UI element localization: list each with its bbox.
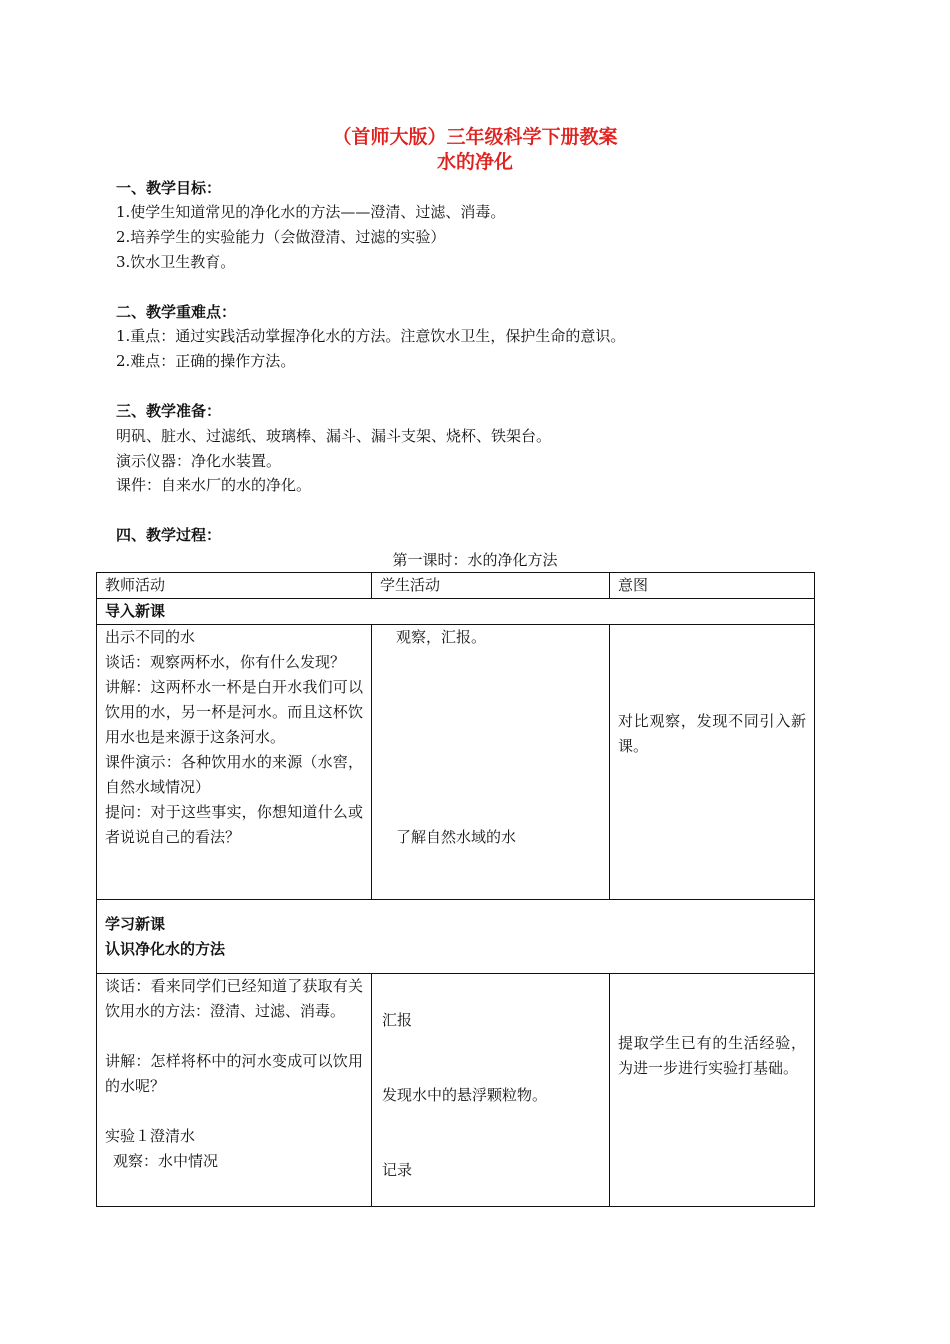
intro-student-cell (372, 625, 610, 900)
intro-teacher-cell (97, 625, 372, 900)
keypoint-item: 1.重点：通过实践活动掌握净化水的方法。注意饮水卫生，保护生命的意识。 (116, 327, 626, 345)
table-header-row (97, 573, 815, 599)
teacher-text: 实验１澄清水 (105, 1127, 196, 1145)
objective-item: 1.使学生知道常见的净化水的方法——澄清、过滤、消毒。 (116, 203, 506, 221)
header-student: 学生活动 (372, 573, 610, 599)
intro-heading: 导入新课 (97, 599, 815, 625)
student-text: 发现水中的悬浮颗粒物。 (382, 1086, 548, 1104)
learn-heading-cell (97, 900, 815, 974)
learn-subheading: 认识净化水的方法 (105, 940, 226, 958)
teacher-text: 讲解：怎样将杯中的河水变成可以饮用的水呢？ (105, 1052, 363, 1095)
student-text: 汇报 (382, 1011, 413, 1029)
teacher-text: 出示不同的水 (105, 628, 196, 646)
document-title: （首师大版）三年级科学下册教案 (332, 126, 618, 148)
learn-student-cell (372, 974, 610, 1207)
teacher-text: 提问：对于这些事实，你想知道什么或者说说自己的看法？ (105, 803, 363, 846)
header-teacher: 教师活动 (97, 573, 372, 599)
student-text: 记录 (382, 1161, 413, 1179)
teacher-text: 讲解：这两杯水一杯是白开水我们可以饮用的水，另一杯是河水。而且这杯饮用水也是来源于这条河水。 (105, 678, 363, 746)
preparation-item: 明矾、脏水、过滤纸、玻璃棒、漏斗、漏斗支架、烧杯、铁架台。 (116, 427, 552, 445)
header-intent: 意图 (610, 573, 815, 599)
teacher-text: 课件演示：各种饮用水的来源（水窖，自然水域情况） (105, 753, 363, 796)
learn-heading-row (97, 900, 815, 974)
student-text: 观察，汇报。 (396, 628, 487, 646)
section-heading-keypoints: 二、教学重难点： (116, 303, 237, 321)
teacher-text: 观察：水中情况 (113, 1152, 219, 1170)
student-text: 了解自然水域的水 (396, 828, 517, 846)
teacher-text: 谈话：观察两杯水，你有什么发现？ (105, 653, 346, 671)
table-row (97, 974, 815, 1207)
section-heading-objectives: 一、教学目标： (116, 179, 222, 197)
lesson-title: 水的净化 (436, 151, 513, 173)
section-heading-process: 四、教学过程： (116, 526, 222, 544)
teacher-text: 谈话：看来同学们已经知道了获取有关饮用水的方法：澄清、过滤、消毒。 (105, 977, 363, 1020)
learn-intent-cell (610, 974, 815, 1207)
learn-teacher-cell (97, 974, 372, 1207)
keypoint-item: 2.难点：正确的操作方法。 (116, 352, 296, 370)
section-heading-preparation: 三、教学准备： (116, 402, 222, 420)
learn-heading: 学习新课 (105, 915, 166, 933)
table-caption: 第一课时：水的净化方法 (392, 551, 558, 569)
intro-heading-row (97, 599, 815, 625)
intro-intent-cell (610, 625, 815, 900)
lesson-table (96, 572, 815, 1207)
intent-text: 提取学生已有的生活经验，为进一步进行实验打基础。 (618, 1034, 806, 1077)
objective-item: 2.培养学生的实验能力（会做澄清、过滤的实验） (116, 228, 446, 246)
intent-text: 对比观察，发现不同引入新课。 (618, 712, 806, 755)
objective-item: 3.饮水卫生教育。 (116, 253, 236, 271)
table-row (97, 625, 815, 900)
preparation-item: 课件：自来水厂的水的净化。 (116, 476, 312, 494)
preparation-item: 演示仪器：净化水装置。 (116, 452, 282, 470)
